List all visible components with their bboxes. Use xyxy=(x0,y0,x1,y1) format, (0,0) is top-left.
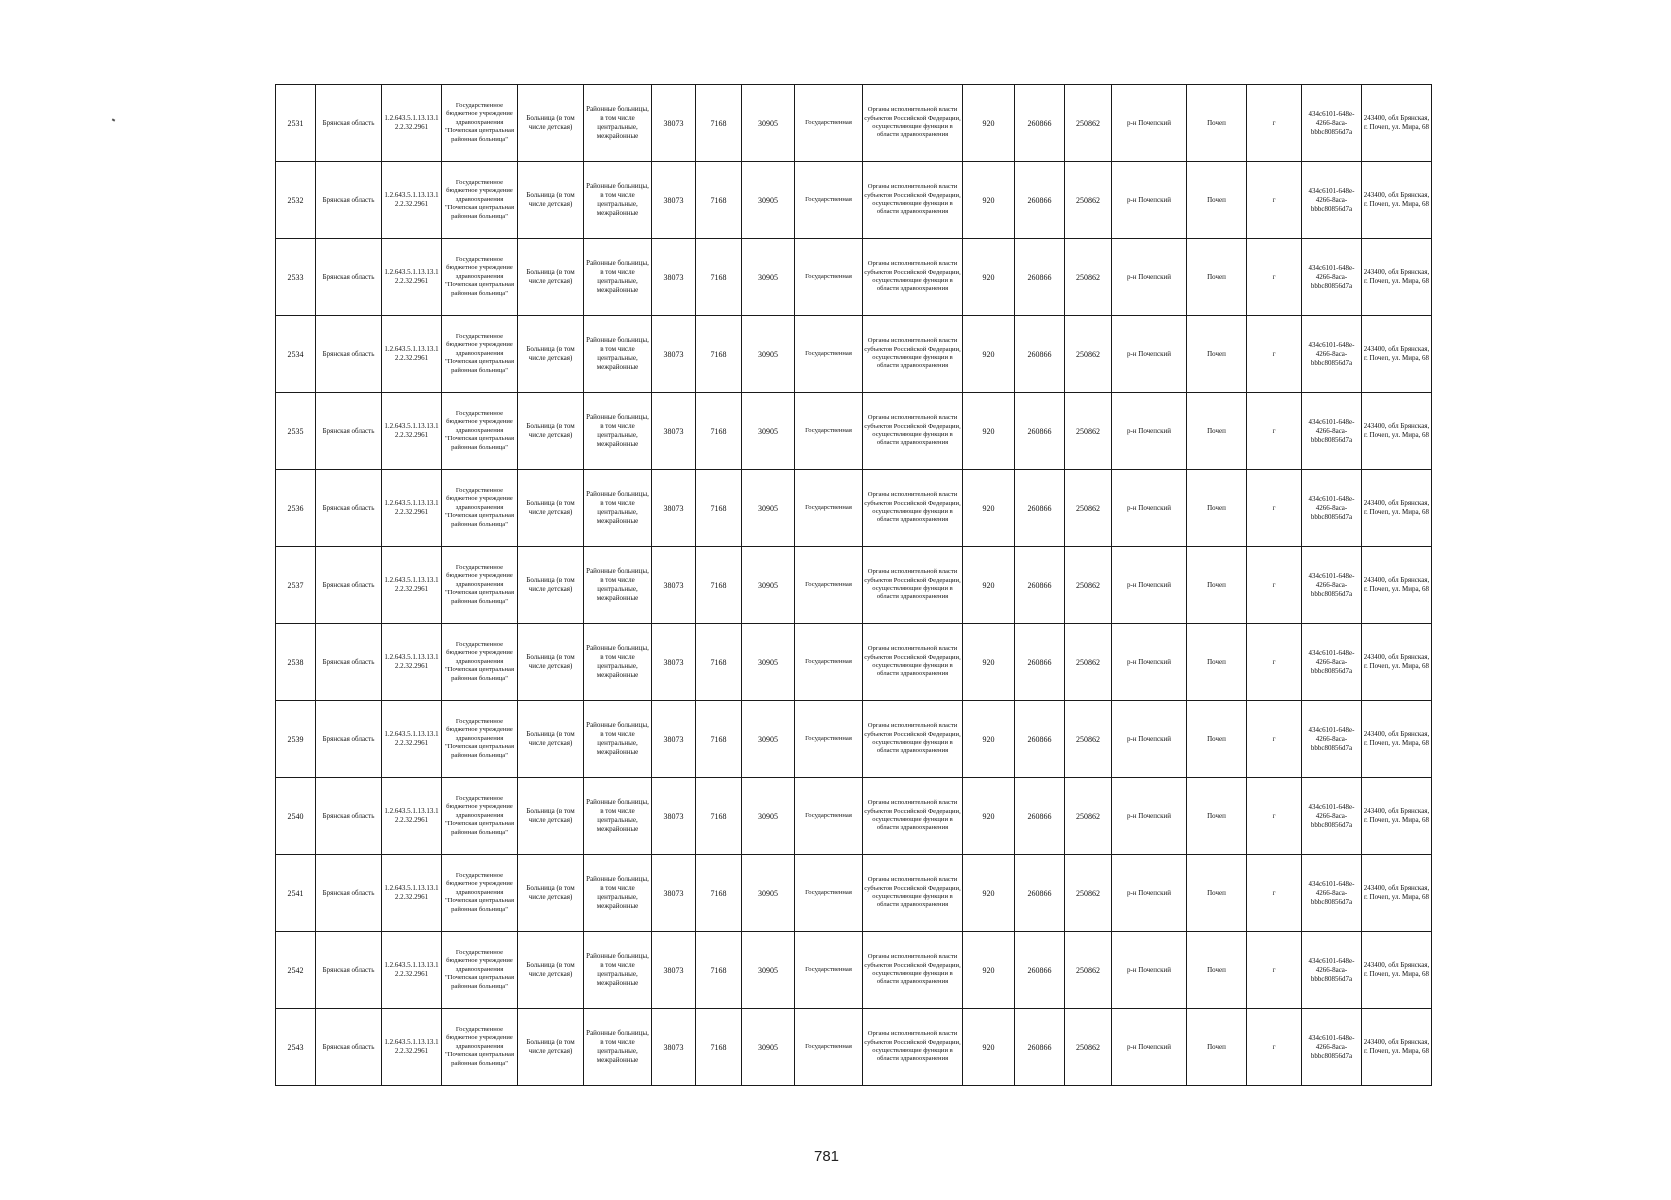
count-1-cell: 38073 xyxy=(652,778,696,855)
district-cell: р-н Почепский xyxy=(1112,393,1187,470)
org-name-cell: Государственное бюджетное учреждение здравоохранения "Почепская центральная районная больница" xyxy=(442,778,518,855)
org-code-cell: 1.2.643.5.1.13.13.12.2.32.2961 xyxy=(382,855,442,932)
code-1-cell: 920 xyxy=(963,547,1015,624)
facility-subtype-cell: Районные больницы, в том числе центральные, межрайонные xyxy=(584,778,652,855)
count-1-cell: 38073 xyxy=(652,239,696,316)
facility-type-cell: Больница (в том числе детская) xyxy=(518,701,584,778)
row-id-cell: 2535 xyxy=(276,393,316,470)
row-id-cell: 2538 xyxy=(276,624,316,701)
org-code-cell: 1.2.643.5.1.13.13.12.2.32.2961 xyxy=(382,932,442,1009)
org-name-cell: Государственное бюджетное учреждение здравоохранения "Почепская центральная районная больница" xyxy=(442,547,518,624)
row-id-cell: 2542 xyxy=(276,932,316,1009)
code-1-cell: 920 xyxy=(963,239,1015,316)
city-cell: Почеп xyxy=(1187,624,1247,701)
authority-cell: Органы исполнительной власти субъектов Российской Федерации, осуществляющие функции в области здравоохранения xyxy=(863,470,963,547)
address-cell: 243400, обл Брянская, г. Почеп, ул. Мира, 68 xyxy=(1362,85,1432,162)
district-cell: р-н Почепский xyxy=(1112,855,1187,932)
row-id-cell: 2534 xyxy=(276,316,316,393)
facility-subtype-cell: Районные больницы, в том числе центральные, межрайонные xyxy=(584,701,652,778)
facility-type-cell: Больница (в том числе детская) xyxy=(518,239,584,316)
address-cell: 243400, обл Брянская, г. Почеп, ул. Мира, 68 xyxy=(1362,624,1432,701)
count-3-cell: 30905 xyxy=(742,855,795,932)
authority-cell: Органы исполнительной власти субъектов Российской Федерации, осуществляющие функции в области здравоохранения xyxy=(863,778,963,855)
table-row xyxy=(276,316,1432,393)
settlement-type-cell: г xyxy=(1247,316,1302,393)
row-id-cell: 2540 xyxy=(276,778,316,855)
code-3-cell: 250862 xyxy=(1065,1009,1112,1086)
count-2-cell: 7168 xyxy=(696,778,742,855)
count-3-cell: 30905 xyxy=(742,1009,795,1086)
count-2-cell: 7168 xyxy=(696,316,742,393)
ownership-form-cell: Государственная xyxy=(795,547,863,624)
city-cell: Почеп xyxy=(1187,547,1247,624)
ownership-form-cell: Государственная xyxy=(795,1009,863,1086)
count-1-cell: 38073 xyxy=(652,85,696,162)
authority-cell: Органы исполнительной власти субъектов Российской Федерации, осуществляющие функции в области здравоохранения xyxy=(863,855,963,932)
code-2-cell: 260866 xyxy=(1015,547,1065,624)
org-code-cell: 1.2.643.5.1.13.13.12.2.32.2961 xyxy=(382,470,442,547)
region-cell: Брянская область xyxy=(316,239,382,316)
row-id-cell: 2532 xyxy=(276,162,316,239)
ownership-form-cell: Государственная xyxy=(795,701,863,778)
facility-subtype-cell: Районные больницы, в том числе центральные, межрайонные xyxy=(584,1009,652,1086)
row-id-cell: 2541 xyxy=(276,855,316,932)
org-name-cell: Государственное бюджетное учреждение здравоохранения "Почепская центральная районная больница" xyxy=(442,1009,518,1086)
count-3-cell: 30905 xyxy=(742,701,795,778)
code-3-cell: 250862 xyxy=(1065,701,1112,778)
code-3-cell: 250862 xyxy=(1065,932,1112,1009)
code-3-cell: 250862 xyxy=(1065,855,1112,932)
table-row xyxy=(276,932,1432,1009)
code-1-cell: 920 xyxy=(963,701,1015,778)
city-cell: Почеп xyxy=(1187,778,1247,855)
count-3-cell: 30905 xyxy=(742,470,795,547)
code-2-cell: 260866 xyxy=(1015,239,1065,316)
count-3-cell: 30905 xyxy=(742,547,795,624)
count-1-cell: 38073 xyxy=(652,316,696,393)
address-cell: 243400, обл Брянская, г. Почеп, ул. Мира, 68 xyxy=(1362,162,1432,239)
guid-cell: 434c6101-648e-4266-8aca-bbbc80856d7a xyxy=(1302,239,1362,316)
city-cell: Почеп xyxy=(1187,932,1247,1009)
guid-cell: 434c6101-648e-4266-8aca-bbbc80856d7a xyxy=(1302,85,1362,162)
code-3-cell: 250862 xyxy=(1065,778,1112,855)
address-cell: 243400, обл Брянская, г. Почеп, ул. Мира, 68 xyxy=(1362,239,1432,316)
region-cell: Брянская область xyxy=(316,393,382,470)
guid-cell: 434c6101-648e-4266-8aca-bbbc80856d7a xyxy=(1302,932,1362,1009)
code-2-cell: 260866 xyxy=(1015,624,1065,701)
facility-subtype-cell: Районные больницы, в том числе центральные, межрайонные xyxy=(584,624,652,701)
address-cell: 243400, обл Брянская, г. Почеп, ул. Мира, 68 xyxy=(1362,393,1432,470)
city-cell: Почеп xyxy=(1187,316,1247,393)
count-3-cell: 30905 xyxy=(742,316,795,393)
table-row xyxy=(276,239,1432,316)
city-cell: Почеп xyxy=(1187,239,1247,316)
row-id-cell: 2539 xyxy=(276,701,316,778)
region-cell: Брянская область xyxy=(316,855,382,932)
code-3-cell: 250862 xyxy=(1065,316,1112,393)
district-cell: р-н Почепский xyxy=(1112,85,1187,162)
table-row xyxy=(276,470,1432,547)
code-1-cell: 920 xyxy=(963,316,1015,393)
org-code-cell: 1.2.643.5.1.13.13.12.2.32.2961 xyxy=(382,239,442,316)
facility-type-cell: Больница (в том числе детская) xyxy=(518,85,584,162)
code-2-cell: 260866 xyxy=(1015,1009,1065,1086)
settlement-type-cell: г xyxy=(1247,162,1302,239)
count-3-cell: 30905 xyxy=(742,85,795,162)
facility-subtype-cell: Районные больницы, в том числе центральные, межрайонные xyxy=(584,470,652,547)
code-3-cell: 250862 xyxy=(1065,162,1112,239)
facility-subtype-cell: Районные больницы, в том числе центральные, межрайонные xyxy=(584,316,652,393)
address-cell: 243400, обл Брянская, г. Почеп, ул. Мира, 68 xyxy=(1362,1009,1432,1086)
count-1-cell: 38073 xyxy=(652,470,696,547)
row-id-cell: 2531 xyxy=(276,85,316,162)
address-cell: 243400, обл Брянская, г. Почеп, ул. Мира, 68 xyxy=(1362,470,1432,547)
org-code-cell: 1.2.643.5.1.13.13.12.2.32.2961 xyxy=(382,316,442,393)
guid-cell: 434c6101-648e-4266-8aca-bbbc80856d7a xyxy=(1302,316,1362,393)
code-1-cell: 920 xyxy=(963,470,1015,547)
facility-subtype-cell: Районные больницы, в том числе центральные, межрайонные xyxy=(584,855,652,932)
table-row xyxy=(276,701,1432,778)
org-name-cell: Государственное бюджетное учреждение здравоохранения "Почепская центральная районная больница" xyxy=(442,855,518,932)
address-cell: 243400, обл Брянская, г. Почеп, ул. Мира, 68 xyxy=(1362,701,1432,778)
facility-subtype-cell: Районные больницы, в том числе центральные, межрайонные xyxy=(584,239,652,316)
ownership-form-cell: Государственная xyxy=(795,85,863,162)
org-code-cell: 1.2.643.5.1.13.13.12.2.32.2961 xyxy=(382,393,442,470)
code-3-cell: 250862 xyxy=(1065,470,1112,547)
ownership-form-cell: Государственная xyxy=(795,624,863,701)
org-code-cell: 1.2.643.5.1.13.13.12.2.32.2961 xyxy=(382,85,442,162)
city-cell: Почеп xyxy=(1187,85,1247,162)
address-cell: 243400, обл Брянская, г. Почеп, ул. Мира, 68 xyxy=(1362,778,1432,855)
settlement-type-cell: г xyxy=(1247,701,1302,778)
city-cell: Почеп xyxy=(1187,1009,1247,1086)
code-3-cell: 250862 xyxy=(1065,393,1112,470)
count-1-cell: 38073 xyxy=(652,393,696,470)
city-cell: Почеп xyxy=(1187,855,1247,932)
settlement-type-cell: г xyxy=(1247,778,1302,855)
count-2-cell: 7168 xyxy=(696,932,742,1009)
org-code-cell: 1.2.643.5.1.13.13.12.2.32.2961 xyxy=(382,1009,442,1086)
authority-cell: Органы исполнительной власти субъектов Российской Федерации, осуществляющие функции в области здравоохранения xyxy=(863,624,963,701)
city-cell: Почеп xyxy=(1187,393,1247,470)
table-row xyxy=(276,85,1432,162)
district-cell: р-н Почепский xyxy=(1112,316,1187,393)
org-name-cell: Государственное бюджетное учреждение здравоохранения "Почепская центральная районная больница" xyxy=(442,624,518,701)
district-cell: р-н Почепский xyxy=(1112,162,1187,239)
code-2-cell: 260866 xyxy=(1015,932,1065,1009)
ownership-form-cell: Государственная xyxy=(795,239,863,316)
district-cell: р-н Почепский xyxy=(1112,701,1187,778)
count-2-cell: 7168 xyxy=(696,393,742,470)
facility-type-cell: Больница (в том числе детская) xyxy=(518,778,584,855)
code-2-cell: 260866 xyxy=(1015,855,1065,932)
org-name-cell: Государственное бюджетное учреждение здравоохранения "Почепская центральная районная больница" xyxy=(442,239,518,316)
table-row xyxy=(276,778,1432,855)
guid-cell: 434c6101-648e-4266-8aca-bbbc80856d7a xyxy=(1302,1009,1362,1086)
address-cell: 243400, обл Брянская, г. Почеп, ул. Мира, 68 xyxy=(1362,932,1432,1009)
address-cell: 243400, обл Брянская, г. Почеп, ул. Мира, 68 xyxy=(1362,855,1432,932)
region-cell: Брянская область xyxy=(316,85,382,162)
settlement-type-cell: г xyxy=(1247,547,1302,624)
region-cell: Брянская область xyxy=(316,701,382,778)
facility-type-cell: Больница (в том числе детская) xyxy=(518,855,584,932)
scan-speck xyxy=(112,118,116,121)
org-name-cell: Государственное бюджетное учреждение здравоохранения "Почепская центральная районная больница" xyxy=(442,932,518,1009)
region-cell: Брянская область xyxy=(316,470,382,547)
table-row xyxy=(276,624,1432,701)
code-1-cell: 920 xyxy=(963,855,1015,932)
facility-type-cell: Больница (в том числе детская) xyxy=(518,470,584,547)
facility-subtype-cell: Районные больницы, в том числе центральные, межрайонные xyxy=(584,393,652,470)
address-cell: 243400, обл Брянская, г. Почеп, ул. Мира, 68 xyxy=(1362,547,1432,624)
facility-subtype-cell: Районные больницы, в том числе центральные, межрайонные xyxy=(584,85,652,162)
code-1-cell: 920 xyxy=(963,162,1015,239)
page-number: 781 xyxy=(814,1148,840,1165)
facility-type-cell: Больница (в том числе детская) xyxy=(518,393,584,470)
org-name-cell: Государственное бюджетное учреждение здравоохранения "Почепская центральная районная больница" xyxy=(442,470,518,547)
org-code-cell: 1.2.643.5.1.13.13.12.2.32.2961 xyxy=(382,624,442,701)
facility-subtype-cell: Районные больницы, в том числе центральные, межрайонные xyxy=(584,547,652,624)
table-row xyxy=(276,1009,1432,1086)
district-cell: р-н Почепский xyxy=(1112,239,1187,316)
code-2-cell: 260866 xyxy=(1015,162,1065,239)
guid-cell: 434c6101-648e-4266-8aca-bbbc80856d7a xyxy=(1302,393,1362,470)
count-2-cell: 7168 xyxy=(696,239,742,316)
count-2-cell: 7168 xyxy=(696,701,742,778)
code-1-cell: 920 xyxy=(963,932,1015,1009)
authority-cell: Органы исполнительной власти субъектов Российской Федерации, осуществляющие функции в области здравоохранения xyxy=(863,239,963,316)
facility-type-cell: Больница (в том числе детская) xyxy=(518,1009,584,1086)
region-cell: Брянская область xyxy=(316,162,382,239)
code-1-cell: 920 xyxy=(963,778,1015,855)
count-1-cell: 38073 xyxy=(652,932,696,1009)
guid-cell: 434c6101-648e-4266-8aca-bbbc80856d7a xyxy=(1302,624,1362,701)
district-cell: р-н Почепский xyxy=(1112,470,1187,547)
region-cell: Брянская область xyxy=(316,624,382,701)
guid-cell: 434c6101-648e-4266-8aca-bbbc80856d7a xyxy=(1302,855,1362,932)
settlement-type-cell: г xyxy=(1247,1009,1302,1086)
ownership-form-cell: Государственная xyxy=(795,393,863,470)
code-3-cell: 250862 xyxy=(1065,624,1112,701)
settlement-type-cell: г xyxy=(1247,470,1302,547)
code-2-cell: 260866 xyxy=(1015,393,1065,470)
count-2-cell: 7168 xyxy=(696,624,742,701)
authority-cell: Органы исполнительной власти субъектов Российской Федерации, осуществляющие функции в области здравоохранения xyxy=(863,547,963,624)
authority-cell: Органы исполнительной власти субъектов Российской Федерации, осуществляющие функции в области здравоохранения xyxy=(863,393,963,470)
table-row xyxy=(276,855,1432,932)
count-3-cell: 30905 xyxy=(742,932,795,1009)
count-3-cell: 30905 xyxy=(742,624,795,701)
org-code-cell: 1.2.643.5.1.13.13.12.2.32.2961 xyxy=(382,778,442,855)
code-1-cell: 920 xyxy=(963,393,1015,470)
settlement-type-cell: г xyxy=(1247,85,1302,162)
code-3-cell: 250862 xyxy=(1065,85,1112,162)
count-1-cell: 38073 xyxy=(652,547,696,624)
district-cell: р-н Почепский xyxy=(1112,624,1187,701)
code-3-cell: 250862 xyxy=(1065,547,1112,624)
guid-cell: 434c6101-648e-4266-8aca-bbbc80856d7a xyxy=(1302,162,1362,239)
code-2-cell: 260866 xyxy=(1015,778,1065,855)
count-3-cell: 30905 xyxy=(742,393,795,470)
guid-cell: 434c6101-648e-4266-8aca-bbbc80856d7a xyxy=(1302,547,1362,624)
count-3-cell: 30905 xyxy=(742,162,795,239)
table-body xyxy=(276,85,1432,1086)
count-1-cell: 38073 xyxy=(652,624,696,701)
region-cell: Брянская область xyxy=(316,1009,382,1086)
settlement-type-cell: г xyxy=(1247,932,1302,1009)
org-code-cell: 1.2.643.5.1.13.13.12.2.32.2961 xyxy=(382,547,442,624)
code-2-cell: 260866 xyxy=(1015,470,1065,547)
code-3-cell: 250862 xyxy=(1065,239,1112,316)
code-1-cell: 920 xyxy=(963,85,1015,162)
count-2-cell: 7168 xyxy=(696,1009,742,1086)
row-id-cell: 2543 xyxy=(276,1009,316,1086)
count-2-cell: 7168 xyxy=(696,85,742,162)
org-name-cell: Государственное бюджетное учреждение здравоохранения "Почепская центральная районная больница" xyxy=(442,316,518,393)
guid-cell: 434c6101-648e-4266-8aca-bbbc80856d7a xyxy=(1302,470,1362,547)
region-cell: Брянская область xyxy=(316,547,382,624)
count-2-cell: 7168 xyxy=(696,855,742,932)
facility-type-cell: Больница (в том числе детская) xyxy=(518,547,584,624)
ownership-form-cell: Государственная xyxy=(795,470,863,547)
city-cell: Почеп xyxy=(1187,470,1247,547)
settlement-type-cell: г xyxy=(1247,624,1302,701)
district-cell: р-н Почепский xyxy=(1112,778,1187,855)
count-1-cell: 38073 xyxy=(652,701,696,778)
code-2-cell: 260866 xyxy=(1015,316,1065,393)
facility-type-cell: Больница (в том числе детская) xyxy=(518,624,584,701)
count-3-cell: 30905 xyxy=(742,239,795,316)
org-code-cell: 1.2.643.5.1.13.13.12.2.32.2961 xyxy=(382,701,442,778)
ownership-form-cell: Государственная xyxy=(795,778,863,855)
ownership-form-cell: Государственная xyxy=(795,932,863,1009)
authority-cell: Органы исполнительной власти субъектов Российской Федерации, осуществляющие функции в области здравоохранения xyxy=(863,162,963,239)
org-name-cell: Государственное бюджетное учреждение здравоохранения "Почепская центральная районная больница" xyxy=(442,85,518,162)
facility-type-cell: Больница (в том числе детская) xyxy=(518,316,584,393)
count-3-cell: 30905 xyxy=(742,778,795,855)
region-cell: Брянская область xyxy=(316,316,382,393)
code-2-cell: 260866 xyxy=(1015,701,1065,778)
region-cell: Брянская область xyxy=(316,778,382,855)
facility-subtype-cell: Районные больницы, в том числе центральные, межрайонные xyxy=(584,162,652,239)
city-cell: Почеп xyxy=(1187,701,1247,778)
count-1-cell: 38073 xyxy=(652,855,696,932)
count-2-cell: 7168 xyxy=(696,162,742,239)
org-name-cell: Государственное бюджетное учреждение здравоохранения "Почепская центральная районная больница" xyxy=(442,701,518,778)
table-row xyxy=(276,393,1432,470)
table-row xyxy=(276,547,1432,624)
ownership-form-cell: Государственная xyxy=(795,316,863,393)
org-name-cell: Государственное бюджетное учреждение здравоохранения "Почепская центральная районная больница" xyxy=(442,393,518,470)
count-1-cell: 38073 xyxy=(652,162,696,239)
ownership-form-cell: Государственная xyxy=(795,855,863,932)
facility-type-cell: Больница (в том числе детская) xyxy=(518,932,584,1009)
org-name-cell: Государственное бюджетное учреждение здравоохранения "Почепская центральная районная больница" xyxy=(442,162,518,239)
district-cell: р-н Почепский xyxy=(1112,547,1187,624)
address-cell: 243400, обл Брянская, г. Почеп, ул. Мира, 68 xyxy=(1362,316,1432,393)
facility-subtype-cell: Районные больницы, в том числе центральные, межрайонные xyxy=(584,932,652,1009)
guid-cell: 434c6101-648e-4266-8aca-bbbc80856d7a xyxy=(1302,778,1362,855)
authority-cell: Органы исполнительной власти субъектов Российской Федерации, осуществляющие функции в области здравоохранения xyxy=(863,701,963,778)
count-2-cell: 7168 xyxy=(696,470,742,547)
facility-type-cell: Больница (в том числе детская) xyxy=(518,162,584,239)
code-2-cell: 260866 xyxy=(1015,85,1065,162)
row-id-cell: 2537 xyxy=(276,547,316,624)
row-id-cell: 2536 xyxy=(276,470,316,547)
authority-cell: Органы исполнительной власти субъектов Российской Федерации, осуществляющие функции в области здравоохранения xyxy=(863,85,963,162)
settlement-type-cell: г xyxy=(1247,855,1302,932)
settlement-type-cell: г xyxy=(1247,239,1302,316)
authority-cell: Органы исполнительной власти субъектов Российской Федерации, осуществляющие функции в области здравоохранения xyxy=(863,932,963,1009)
authority-cell: Органы исполнительной власти субъектов Российской Федерации, осуществляющие функции в области здравоохранения xyxy=(863,316,963,393)
code-1-cell: 920 xyxy=(963,1009,1015,1086)
region-cell: Брянская область xyxy=(316,932,382,1009)
guid-cell: 434c6101-648e-4266-8aca-bbbc80856d7a xyxy=(1302,701,1362,778)
count-1-cell: 38073 xyxy=(652,1009,696,1086)
org-code-cell: 1.2.643.5.1.13.13.12.2.32.2961 xyxy=(382,162,442,239)
ownership-form-cell: Государственная xyxy=(795,162,863,239)
code-1-cell: 920 xyxy=(963,624,1015,701)
count-2-cell: 7168 xyxy=(696,547,742,624)
registry-table xyxy=(275,84,1432,1086)
district-cell: р-н Почепский xyxy=(1112,1009,1187,1086)
authority-cell: Органы исполнительной власти субъектов Российской Федерации, осуществляющие функции в области здравоохранения xyxy=(863,1009,963,1086)
district-cell: р-н Почепский xyxy=(1112,932,1187,1009)
settlement-type-cell: г xyxy=(1247,393,1302,470)
table-row xyxy=(276,162,1432,239)
row-id-cell: 2533 xyxy=(276,239,316,316)
city-cell: Почеп xyxy=(1187,162,1247,239)
